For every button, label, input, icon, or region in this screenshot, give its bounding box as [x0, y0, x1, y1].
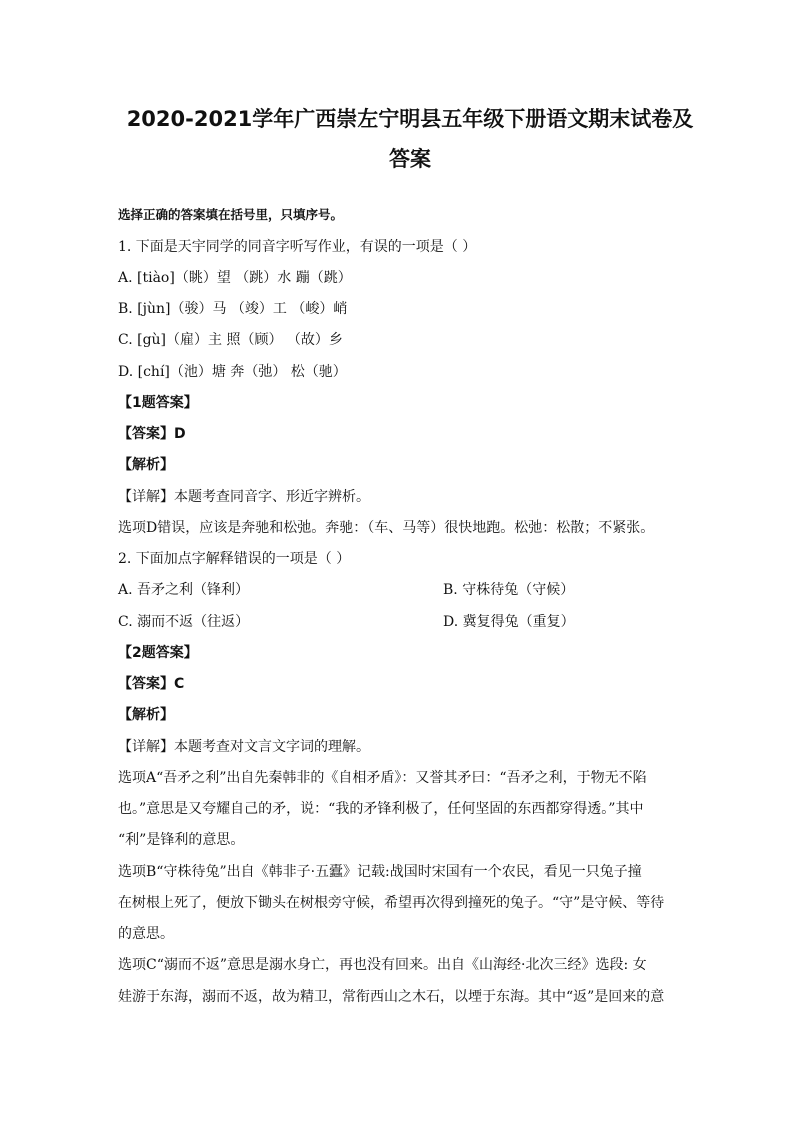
q2-stem: 2. 下面加点字解释错误的一项是（ ）	[118, 551, 351, 567]
instruction: 选择正确的答案填在括号里，只填序号。	[118, 207, 344, 222]
q1-detail: 【详解】本题考查同音字、形近字辨析。	[118, 489, 370, 505]
q2-option-b: B. 守株待兔（守候）	[443, 582, 575, 598]
q2-analysis: 【解析】	[118, 707, 174, 723]
q1-explanation: 选项D错误，应该是奔驰和松弛。奔驰：（车、马等）很快地跑。松弛：松散；不紧张。	[118, 520, 655, 536]
q2-option-a: A. 吾矛之利（锋利）	[118, 582, 250, 598]
q2-answer-header: 【2题答案】	[118, 645, 198, 661]
q1-option-b: B. [jùn]（骏）马 （竣）工 （峻）峭	[118, 301, 348, 317]
q1-answer: 【答案】D	[118, 426, 186, 442]
q1-option-a: A. [tiào]（眺）望 （跳）水 蹦（跳）	[118, 270, 352, 286]
q2-option-a-explain-line: 选项A“吾矛之利”出自先秦韩非的《自相矛盾》：又誉其矛曰：“吾矛之利，于物无不陷	[118, 770, 647, 786]
q1-stem: 1. 下面是天宇同学的同音字听写作业，有误的一项是（ ）	[118, 239, 477, 255]
document-title-line-2: 答案	[389, 147, 431, 171]
q1-analysis: 【解析】	[118, 457, 174, 473]
q2-option-b-explain-line: 在树根上死了，便放下锄头在树根旁守候，希望再次得到撞死的兔子。“守”是守候、等待	[118, 895, 665, 911]
q2-option-c: C. 溺而不返（往返）	[118, 614, 250, 630]
q2-option-c-explain-line: 娃游于东海，溺而不返，故为精卫，常衔西山之木石，以堙于东海。其中“返”是回来的意	[118, 989, 665, 1005]
q2-option-a-explain-line: “利”是锋利的意思。	[118, 832, 245, 848]
q2-option-a-explain-line: 也。”意思是又夸耀自己的矛，说：“我的矛锋利极了，任何坚固的东西都穿得透。”其中	[118, 801, 644, 817]
q2-option-b-explain-line: 选项B“守株待兔”出自《韩非子·五蠹》记载:战国时宋国有一个农民，看见一只兔子撞	[118, 864, 642, 880]
document-title-line-1: 2020-2021学年广西崇左宁明县五年级下册语文期末试卷及	[126, 107, 694, 131]
q1-answer-header: 【1题答案】	[118, 395, 198, 411]
q2-option-d: D. 冀复得兔（重复）	[443, 614, 575, 630]
q2-detail: 【详解】本题考查对文言文字词的理解。	[118, 739, 370, 755]
q2-answer: 【答案】C	[118, 676, 185, 692]
q1-option-c: C. [gù]（雇）主 照（顾） （故）乡	[118, 332, 343, 348]
q1-option-d: D. [chí]（池）塘 奔（弛） 松（驰）	[118, 364, 347, 380]
q2-option-b-explain-line: 的意思。	[118, 926, 174, 942]
q2-option-c-explain-line: 选项C“溺而不返”意思是溺水身亡，再也没有回来。出自《山海经·北次三经》选段: 女	[118, 957, 647, 973]
